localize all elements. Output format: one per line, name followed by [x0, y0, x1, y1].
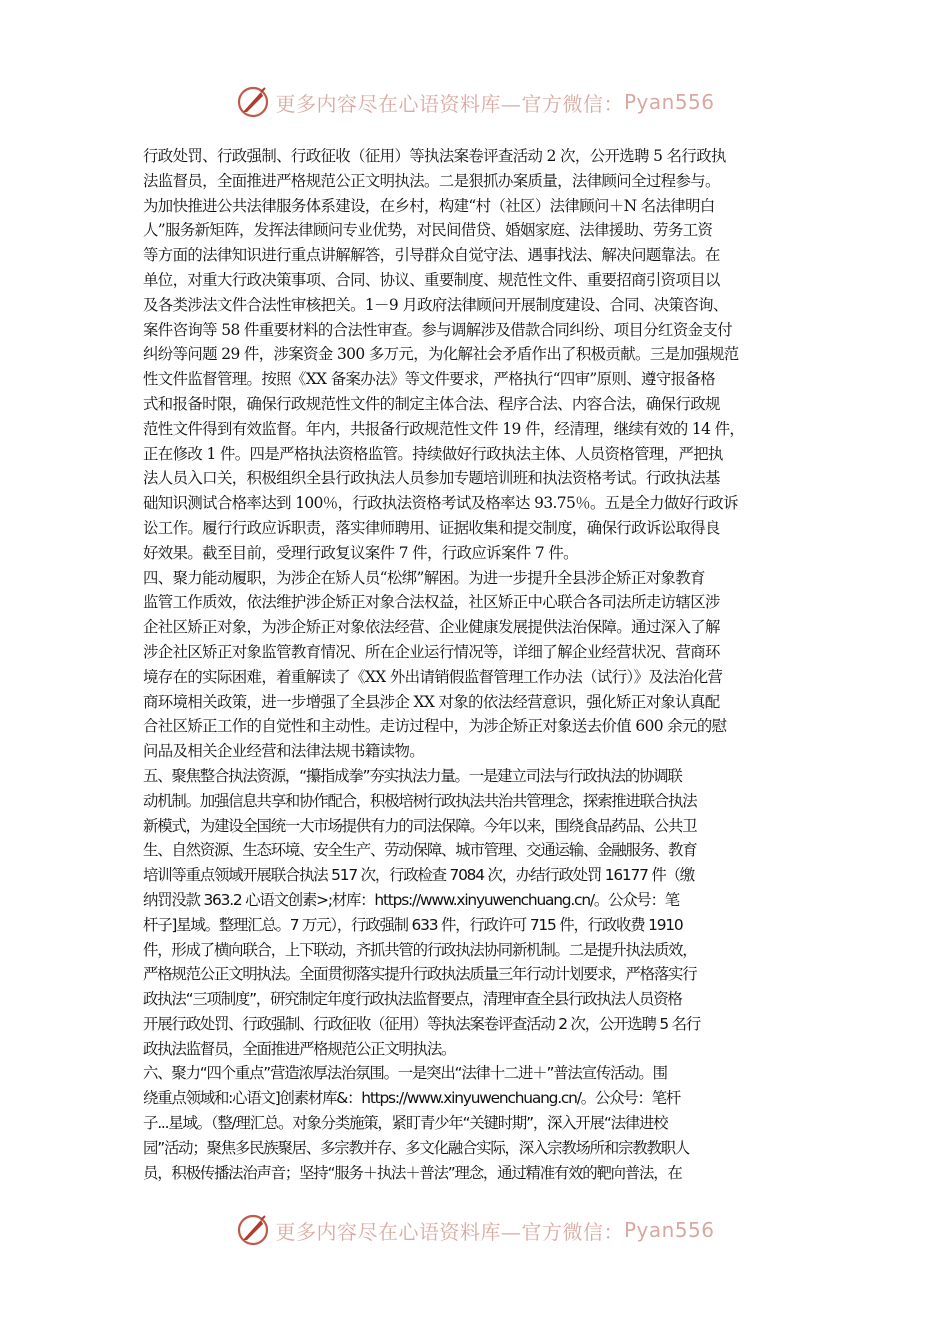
text-line: 式和报备时限，确保行政规范性文件的制定主体合法、程序合法、内容合法，确保行政规: [143, 394, 720, 413]
banner-text: 更多内容尽在心语资料库—官方微信：: [275, 91, 624, 116]
text-line: 子...星域。（整/理汇总。对象分类施策，紧盯青少年“关键时期”，深入开展“法律进校: [143, 1114, 668, 1133]
paragraph-serif-block: [143, 144, 813, 764]
text-line: 人”服务新矩阵，发挥法律顾问专业优势，对民间借贷、婚姻家庭、法律援助、劳务工资: [143, 221, 713, 240]
section-heading-line: 四、聚力能动履职，为涉企在矫人员“松绑”解困。为进一步提升全县涉企矫正对象教育: [143, 568, 705, 587]
section-heading-line: 六、聚力“四个重点”营造浓厚法治氛围。一是突出“法律十二进＋”普法宣传活动。围: [143, 1064, 667, 1083]
text-line: 商环境相关政策，进一步增强了全县涉企 XX 对象的依法经营意识，强化矫正对象认真配: [143, 692, 720, 711]
text-line: 开展行政处罚、行政强制、行政征收（征用）等执法案卷评查活动 2 次，公开选聘 5 名行: [143, 1014, 701, 1033]
text-line: 件，形成了横向联合，上下联动，齐抓共管的行政执法协同新机制。二是提升执法质效，: [143, 940, 697, 959]
text-line: 等方面的法律知识进行重点讲解解答，引导群众自觉守法、遇事找法、解决问题靠法。在: [143, 246, 720, 265]
footer-banner: [0, 1210, 950, 1250]
header-banner: [0, 82, 950, 122]
text-line: 范性文件得到有效监督。年内，共报备行政规范性文件 19 件，经清理，继续有效的 14 件，: [143, 419, 745, 438]
text-line: 合社区矫正工作的自觉性和主动性。走访过程中，为涉企矫正对象送去价值 600 余元的慰: [143, 717, 727, 736]
quill-pen-logo-icon: [235, 84, 271, 120]
document-body: [143, 144, 813, 1185]
text-line: 绕重点领域和:心语文]创素材库&：https://www.xinyuwenchuang.cn/。公众号：笔杆: [143, 1089, 681, 1108]
paragraph-sans-block: [143, 764, 813, 1186]
banner-text: 更多内容尽在心语资料库—官方微信：: [275, 1219, 624, 1244]
text-line: 园”活动；聚焦多民族聚居、多宗教并存、多文化融合实际，深入宗教场所和宗教教职人: [143, 1138, 690, 1157]
quill-pen-logo-icon: [235, 1212, 271, 1248]
text-line: 境存在的实际困难，着重解读了《XX 外出请销假监督管理工作办法（试行）》及法治化营: [143, 667, 723, 686]
text-line: 单位，对重大行政决策事项、合同、协议、重要制度、规范性文件、重要招商引资项目以: [143, 270, 720, 289]
text-line: 杆子]星域。整理汇总。7 万元），行政强制 633 件，行政许可 715 件，行政收费 1910: [143, 915, 683, 934]
text-line: 性文件监督管理。按照《XX 备案办法》等文件要求，严格执行“四审”原则、遵守报备格: [143, 370, 716, 389]
text-line: 严格规范公正文明执法。全面贯彻落实提升行政执法质量三年行动计划要求，严格落实行: [143, 965, 697, 984]
text-line: 新模式，为建设全国统一大市场提供有力的司法保障。今年以来，围绕食品药品、公共卫: [143, 816, 697, 835]
text-line: 培训等重点领域开展联合执法 517 次，行政检查 7084 次，办结行政处罚 16177 件（缴: [143, 866, 694, 885]
text-line: 法人员入口关，积极组织全县行政执法人员参加专题培训班和执法资格考试。行政执法基: [143, 469, 720, 488]
section-heading-line: 五、聚焦整合执法资源，“攥指成拳”夯实执法力量。一是建立司法与行政执法的协调联: [143, 766, 682, 785]
text-line: 案件咨询等 58 件重要材料的合法性审查。参与调解涉及借款合同纠纷、项目分红资金支付: [143, 320, 733, 339]
text-line: 问品及相关企业经营和法律法规书籍读物。: [143, 742, 425, 761]
text-line: 正在修改 1 件。四是严格执法资格监管。持续做好行政执法主体、人员资格管理，严把执: [143, 444, 723, 463]
text-line: 监管工作质效，依法维护涉企矫正对象合法权益，社区矫正中心联合各司法所走访辖区涉: [143, 593, 720, 612]
text-line: 好效果。截至目前，受理行政复议案件 7 件，行政应诉案件 7 件。: [143, 543, 578, 562]
text-line: 础知识测试合格率达到 100％，行政执法资格考试及格率达 93.75％。五是全力做好行政诉: [143, 494, 738, 513]
text-line: 生、自然资源、生态环境、安全生产、劳动保障、城市管理、交通运输、金融服务、教育: [143, 841, 697, 860]
text-line: 政执法监督员，全面推进严格规范公正文明执法。: [143, 1039, 456, 1058]
text-line: 纠纷等问题 29 件，涉案资金 300 多万元，为化解社会矛盾作出了积极贡献。三是加强规范: [143, 345, 739, 364]
text-line: 及各类涉法文件合法性审核把关。1－9 月政府法律顾问开展制度建设、合同、决策咨询、: [143, 295, 728, 314]
text-line: 动机制。加强信息共享和协作配合，积极培树行政执法共治共管理念，探索推进联合执法: [143, 791, 697, 810]
text-line: 纳罚没款 363.2 心语文创素>;材库：https://www.xinyuwenchuang.cn/。公众号：笔: [143, 890, 679, 909]
banner-wechat-id: Pyan556: [623, 90, 715, 114]
text-line: 政执法“三项制度”，研究制定年度行政执法监督要点，清理审查全县行政执法人员资格: [143, 990, 682, 1009]
text-line: 行政处罚、行政强制、行政征收（征用）等执法案卷评查活动 2 次，公开选聘 5 名行政执: [143, 147, 726, 165]
text-line: 员，积极传播法治声音；坚持“服务＋执法＋普法”理念，通过精准有效的靶向普法，在: [143, 1163, 682, 1182]
text-line: 讼工作。履行行政应诉职责，落实律师聘用、证据收集和提交制度，确保行政诉讼取得良: [143, 518, 720, 537]
banner-wechat-id: Pyan556: [623, 1218, 715, 1242]
text-line: 为加快推进公共法律服务体系建设，在乡村，构建“村（社区）法律顾问＋N 名法律明白: [143, 196, 715, 215]
text-line: 法监督员，全面推进严格规范公正文明执法。二是狠抓办案质量，法律顾问全过程参与。: [143, 171, 720, 190]
text-line: 企社区矫正对象，为涉企矫正对象依法经营、企业健康发展提供法治保障。通过深入了解: [143, 618, 720, 637]
text-line: 涉企社区矫正对象监管教育情况、所在企业运行情况等，详细了解企业经营状况、营商环: [143, 642, 720, 661]
